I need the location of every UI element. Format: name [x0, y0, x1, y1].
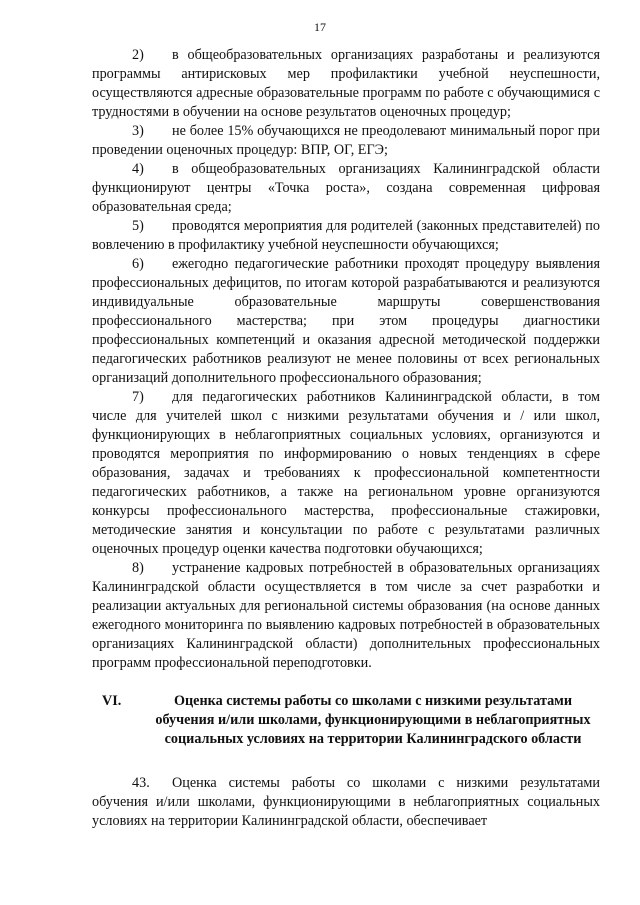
list-item-text: устранение кадровых потребностей в образовательных организациях Калининградской области осуществляется в том числе за счет разработки и реализации актуальных для региональной системы образования (на основе данных ежегодного мониторинга по выявлению кадровых потребностей в образовательных организациях Калининградской области) дополнительных профессиональных программ профессиональной переподготовки.	[92, 560, 600, 671]
list-item-text: в общеобразовательных организациях разработаны и реализуются программы антирисковых мер профилактики учебной неуспешности, осуществляются адресные образовательные программ по работе с обучающимися с трудностями в обучении на основе результатов оценочных процедур;	[92, 47, 600, 120]
section-title-line: Оценка системы работы со школами с низкими результатами	[173, 693, 573, 709]
list-item	[92, 255, 600, 388]
list-item	[92, 122, 600, 160]
list-item-text: проводятся мероприятия для родителей (законных представителей) по вовлечению в профилактику учебной неуспешности обучающихся;	[92, 218, 600, 253]
section-title	[146, 692, 600, 749]
numbered-paragraph	[92, 774, 600, 831]
list-item	[92, 217, 600, 255]
list-item-text: в общеобразовательных организациях Калининградской области функционируют центры «Точка роста», создана современная цифровая образовательная среда;	[92, 161, 600, 215]
list-item	[92, 160, 600, 217]
list-marker: 2)	[132, 47, 144, 63]
list-item	[92, 46, 600, 122]
list-item-text: для педагогических работников Калининградской области, в том числе для учителей школ с низкими результатами обучения и / или школ, функционирующих в неблагоприятных социальных условиях, организуются и проводятся мероприятия по информированию о новых тенденциях в сфере образования, задачах и требованиях к профессиональной компетентности педагогических работников, а также на региональном уровне организуются конкурсы профессионального мастерства, профессиональные стажировки, методические занятия и консультации по работе с результатами различных оценочных процедур оценки качества подготовки обучающихся;	[92, 389, 600, 557]
list-marker: 4)	[132, 161, 144, 177]
list-marker: 7)	[132, 389, 144, 405]
list-marker: 8)	[132, 560, 144, 576]
section-heading	[92, 692, 600, 749]
document-body	[92, 46, 600, 831]
section-number: VI.	[102, 693, 122, 709]
list-item	[92, 559, 600, 673]
list-marker: 6)	[132, 256, 144, 272]
paragraph-number: 43.	[132, 775, 150, 791]
list-item-text: не более 15% обучающихся не преодолевают минимальный порог при проведении оценочных процедур: ВПР, ОГ, ЕГЭ;	[92, 123, 600, 158]
paragraph-text: Оценка системы работы со школами с низкими результатами обучения и/или школами, функционирующими в неблагоприятных социальных условиях на территории Калининградской области, обеспечивает	[92, 775, 600, 829]
list-marker: 3)	[132, 123, 144, 139]
list-marker: 5)	[132, 218, 144, 234]
list-item-text: ежегодно педагогические работники проходят процедуру выявления профессиональных дефицитов, по итогам которой разрабатываются и реализуются индивидуальные образовательные маршруты совершенствования профессионального мастерства; при этом процедуры диагностики профессиональных компетенций и оказания адресной методической поддержки педагогических работников реализуют не менее половины от всех региональных организаций дополнительного профессионального образования;	[92, 256, 600, 386]
section-title-line: обучения и/или школами, функционирующими в неблагоприятных	[155, 712, 591, 728]
list-item	[92, 388, 600, 559]
page-number: 17	[314, 20, 326, 34]
section-title-line: социальных условиях на территории Калининградского области	[164, 731, 582, 747]
